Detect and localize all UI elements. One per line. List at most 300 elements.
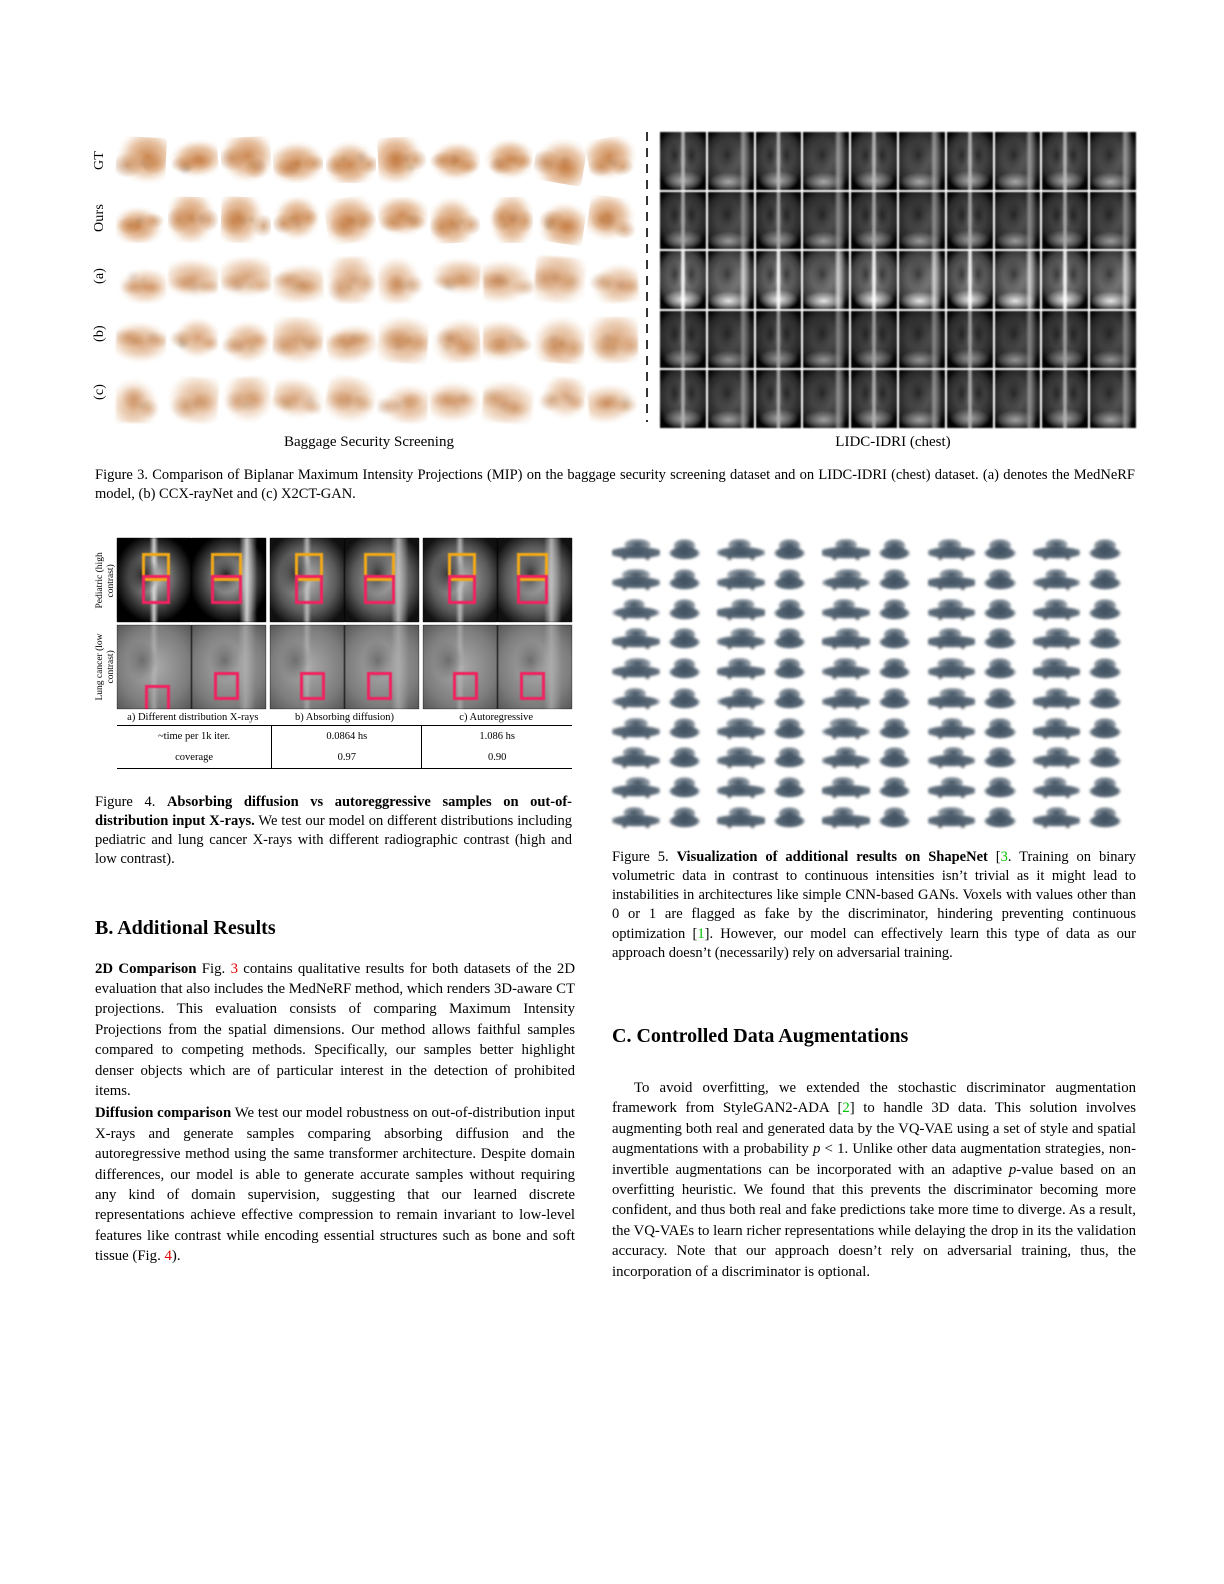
car-render-front-view bbox=[773, 718, 806, 740]
figure-4-row-label-lung-cancer: Lung cancer (low contrast) bbox=[95, 632, 116, 700]
baggage-mip-image bbox=[587, 317, 638, 364]
paragraph-2d-text: contains qualitative results for both datasets of the 2D evaluation that also includes the MedNeRF method, which renders 3D-aware CT projections. This evaluation consists of comparing Maximum Intensity Projections from the spatial dimensions. Our method allows faithful samples compared to competing methods. Specifically, our samples better highlight denser objects which are of particular interest in the detection of prohibited items. bbox=[95, 960, 576, 1100]
car-render-side-view bbox=[612, 599, 660, 621]
car-render-side-view bbox=[1033, 777, 1081, 799]
chest-xray-frontal bbox=[756, 132, 802, 190]
baggage-mip-image bbox=[220, 136, 272, 184]
car-render-side-view bbox=[928, 658, 976, 680]
car-render-side-view bbox=[1033, 747, 1081, 769]
figure-4-column bbox=[423, 538, 572, 709]
baggage-mip-image bbox=[220, 256, 271, 303]
figure-4-panel-grid bbox=[117, 538, 572, 709]
citation-link-2[interactable]: 2 bbox=[842, 1100, 850, 1117]
car-render-front-view bbox=[1088, 688, 1121, 710]
car-render-side-view bbox=[612, 688, 660, 710]
chest-xray-frontal bbox=[947, 370, 993, 428]
car-render-front-view bbox=[1088, 658, 1121, 680]
baggage-mip-image bbox=[321, 372, 380, 428]
baggage-mip-image bbox=[481, 255, 534, 304]
car-render-front-view bbox=[1088, 569, 1121, 591]
car-render-side-view bbox=[928, 718, 976, 740]
figure-3-row-label-c: (c) bbox=[92, 383, 107, 401]
chest-xray-frontal bbox=[947, 192, 993, 250]
chest-xray-lateral bbox=[995, 251, 1041, 309]
xray-frontal bbox=[117, 625, 191, 709]
chest-xray-lateral bbox=[1090, 251, 1136, 309]
baggage-mip-grid bbox=[112, 132, 638, 428]
car-render-side-view bbox=[928, 569, 976, 591]
baggage-mip-image bbox=[323, 194, 379, 246]
baggage-mip-image bbox=[429, 196, 481, 244]
shapenet-car-row bbox=[612, 595, 1136, 624]
left-text-column bbox=[95, 915, 575, 1269]
table-row bbox=[117, 747, 572, 768]
paragraph-2d-pre: Fig. bbox=[196, 960, 231, 977]
car-render-side-view bbox=[717, 658, 765, 680]
chest-xray-lateral bbox=[899, 132, 945, 190]
right-text-column bbox=[612, 1078, 1136, 1282]
car-render-side-view bbox=[1033, 539, 1081, 561]
paragraph-c-tail: -value based on an overfitting heuristic. We found that this prevents the discriminator becoming more confident, and thus both real and fake predictions take more time to diverge. As a result, the VQ-VAEs to learn richer representations while delaying the drop in its the validation accuracy. Note that our approach doesn’t rely on adversarial training, thus, the incorporation of a discriminator is optional. bbox=[612, 1161, 1136, 1280]
car-render-front-view bbox=[668, 658, 701, 680]
shapenet-car-row bbox=[612, 744, 1136, 773]
chest-xray-lateral bbox=[1090, 192, 1136, 250]
chest-xray-frontal bbox=[756, 192, 802, 250]
chest-xray-lateral bbox=[1090, 132, 1136, 190]
car-render-side-view bbox=[928, 747, 976, 769]
car-render-front-view bbox=[983, 807, 1016, 829]
figure-3-dataset-label-chest: LIDC-IDRI (chest) bbox=[835, 434, 951, 450]
car-render-side-view bbox=[822, 688, 870, 710]
car-render-side-view bbox=[1033, 718, 1081, 740]
shapenet-car-row bbox=[612, 714, 1136, 743]
metric-value-time-b: 0.0864 hs bbox=[272, 726, 422, 747]
xray-lateral bbox=[345, 538, 419, 622]
chest-xray-frontal bbox=[660, 132, 706, 190]
figure-5-caption-rest-1: . Training on binary volumetric data in contrast to continuous intensities isn’t trivial as it might lead to instabilities in architectures like simple CNN-based GANs. Voxels with values other than 0 or 1 are flagged as fake by the discriminator, hindering preventing continuous optimization [ bbox=[612, 849, 1137, 942]
car-render-side-view bbox=[612, 747, 660, 769]
metric-value-time-c: 1.086 hs bbox=[422, 726, 572, 747]
car-render-front-view bbox=[983, 539, 1016, 561]
car-render-side-view bbox=[717, 599, 765, 621]
car-render-front-view bbox=[1088, 718, 1121, 740]
metric-label-time: ~time per 1k iter. bbox=[158, 731, 231, 742]
annotation-box-pink bbox=[211, 575, 242, 605]
baggage-mip-image bbox=[115, 316, 167, 364]
baggage-mip-image bbox=[272, 316, 325, 364]
shapenet-car-row bbox=[612, 774, 1136, 803]
car-render-side-view bbox=[928, 807, 976, 829]
chest-row bbox=[660, 132, 1136, 190]
car-render-side-view bbox=[822, 777, 870, 799]
figure-3-caption bbox=[95, 466, 1135, 504]
lung-cancer-xray-pair bbox=[270, 625, 419, 709]
shapenet-car-row bbox=[612, 566, 1136, 595]
figure-4-column-label-b: b) Absorbing diffusion) bbox=[295, 712, 394, 723]
car-render-side-view bbox=[1033, 569, 1081, 591]
figure-4-caption bbox=[95, 793, 572, 870]
chest-xray-frontal bbox=[947, 132, 993, 190]
shapenet-car-row bbox=[612, 625, 1136, 654]
chest-row bbox=[660, 192, 1136, 250]
baggage-row bbox=[116, 312, 638, 368]
paragraph-diffusion-comparison bbox=[95, 1103, 575, 1266]
baggage-mip-image bbox=[483, 137, 534, 183]
chest-xray-frontal bbox=[756, 311, 802, 369]
baggage-mip-image bbox=[325, 256, 377, 303]
car-render-front-view bbox=[773, 539, 806, 561]
chest-xray-lateral bbox=[899, 370, 945, 428]
section-heading-b: B. Additional Results bbox=[95, 917, 276, 939]
baggage-mip-image bbox=[116, 257, 167, 303]
car-render-front-view bbox=[878, 539, 911, 561]
baggage-mip-image bbox=[585, 374, 640, 425]
chest-xray-lateral bbox=[803, 192, 849, 250]
car-render-front-view bbox=[878, 718, 911, 740]
figure-4-caption-rest: We test our model on different distributions including pediatric and lung cancer X-rays with different radiographic contrast (high and low contrast). bbox=[95, 813, 572, 868]
baggage-mip-image bbox=[220, 196, 272, 243]
chest-xray-lateral bbox=[803, 311, 849, 369]
xray-lateral bbox=[498, 625, 572, 709]
pediatric-xray-pair bbox=[270, 538, 419, 622]
baggage-mip-image bbox=[322, 313, 380, 367]
math-symbol-p-2: p bbox=[1008, 1161, 1017, 1178]
car-render-front-view bbox=[878, 777, 911, 799]
baggage-mip-image bbox=[168, 196, 220, 243]
car-render-side-view bbox=[1033, 658, 1081, 680]
baggage-row bbox=[116, 372, 638, 428]
chest-xray-lateral bbox=[899, 251, 945, 309]
paragraph-diffusion-text: We test our model robustness on out-of-distribution input X-rays and generate samples comparing absorbing diffusion and the autoregressive method using the same transformer architecture. Despite domain differences, our model is able to generate accurate samples without requiring any kind of domain supervision, suggesting that our learned discrete representations achieve effective compression to remain invariant to low-level features like contrast while encoding essential structures such as bone and soft tissue (Fig. bbox=[95, 1105, 575, 1265]
baggage-mip-image bbox=[377, 376, 430, 424]
car-render-front-view bbox=[668, 688, 701, 710]
baggage-mip-image bbox=[377, 136, 429, 184]
section-heading-c: C. Controlled Data Augmentations bbox=[612, 1025, 909, 1047]
car-render-side-view bbox=[717, 628, 765, 650]
baggage-mip-image bbox=[534, 315, 587, 364]
baggage-mip-image bbox=[585, 194, 641, 246]
chest-xray-frontal bbox=[660, 370, 706, 428]
baggage-mip-image bbox=[377, 315, 430, 364]
annotation-box-pink bbox=[364, 575, 395, 605]
car-render-front-view bbox=[1088, 777, 1121, 799]
xray-frontal bbox=[117, 538, 191, 622]
baggage-mip-image bbox=[167, 256, 220, 305]
car-render-front-view bbox=[1088, 599, 1121, 621]
figure-5-caption: Figure 5. Visualization of additional results on ShapeNet [3. Training on binary volumetric data in contrast to continuous intensities isn’t trivial as it might lead to instabilities in architectures like simple CNN-based GANs. Voxels with values other than 0 or 1 are flagged as fake by the discriminator, hindering preventing continuous optimization [1]. However, our model can effectively learn this type of data as our approach doesn’t (necessarily) rely on adversarial training. bbox=[612, 849, 1137, 961]
baggage-mip-image bbox=[377, 256, 429, 304]
baggage-mip-image bbox=[115, 136, 168, 184]
figure-3-caption-text: Comparison of Biplanar Maximum Intensity Projections (MIP) on the baggage security screening dataset and on LIDC-IDRI (chest) dataset. (a) denotes the MedNeRF model, (b) CCX-rayNet and (c) X2CT-GAN. bbox=[95, 467, 1135, 503]
car-render-side-view bbox=[822, 569, 870, 591]
car-render-front-view bbox=[983, 569, 1016, 591]
figure-3-row-label-b: (b) bbox=[92, 325, 107, 343]
annotation-box-pink bbox=[142, 575, 170, 605]
chest-xray-frontal bbox=[1042, 251, 1088, 309]
car-render-front-view bbox=[668, 539, 701, 561]
chest-xray-lateral bbox=[708, 192, 754, 250]
car-render-side-view bbox=[822, 599, 870, 621]
paragraph-2d-comparison bbox=[95, 959, 575, 1102]
baggage-mip-image bbox=[269, 373, 327, 428]
chest-xray-lateral bbox=[708, 251, 754, 309]
baggage-mip-image bbox=[378, 197, 429, 244]
chest-xray-frontal bbox=[1042, 132, 1088, 190]
citation-link-3[interactable]: 3 bbox=[1000, 849, 1008, 865]
chest-xray-lateral bbox=[899, 192, 945, 250]
shapenet-car-row bbox=[612, 536, 1136, 565]
car-render-front-view bbox=[773, 658, 806, 680]
chest-xray-frontal bbox=[660, 251, 706, 309]
car-render-front-view bbox=[773, 569, 806, 591]
shapenet-car-grid bbox=[612, 536, 1136, 832]
car-render-front-view bbox=[773, 628, 806, 650]
lung-cancer-xray-pair bbox=[423, 625, 572, 709]
figure-4-row-label-pediatric: Pediatric (high contrast) bbox=[95, 552, 116, 609]
car-render-side-view bbox=[717, 777, 765, 799]
chest-xray-frontal bbox=[851, 192, 897, 250]
chest-xray-frontal bbox=[947, 311, 993, 369]
pediatric-xray-pair bbox=[117, 538, 266, 622]
car-render-front-view bbox=[773, 599, 806, 621]
chest-xray-lateral bbox=[803, 132, 849, 190]
chest-xray-frontal bbox=[947, 251, 993, 309]
xray-lateral bbox=[192, 538, 266, 622]
baggage-row bbox=[116, 132, 638, 188]
car-render-front-view bbox=[1088, 628, 1121, 650]
figure-3-caption-prefix: Figure 3. bbox=[95, 467, 148, 483]
baggage-mip-image bbox=[325, 137, 376, 184]
baggage-mip-image bbox=[481, 375, 534, 424]
figure-ref-3[interactable]: 3 bbox=[230, 960, 238, 977]
car-render-side-view bbox=[1033, 628, 1081, 650]
metric-value-coverage-b: 0.97 bbox=[272, 747, 422, 768]
car-render-side-view bbox=[928, 539, 976, 561]
baggage-mip-image bbox=[532, 133, 589, 187]
figure-4-column-labels bbox=[95, 712, 572, 723]
pediatric-xray-pair bbox=[423, 538, 572, 622]
car-render-side-view bbox=[612, 628, 660, 650]
chest-xray-frontal bbox=[756, 251, 802, 309]
figure-4-column bbox=[270, 538, 419, 709]
car-render-side-view bbox=[717, 747, 765, 769]
chest-xray-lateral bbox=[708, 132, 754, 190]
metric-label-coverage: coverage bbox=[175, 752, 214, 763]
car-render-front-view bbox=[668, 777, 701, 799]
xray-frontal bbox=[423, 625, 497, 709]
chest-xray-lateral bbox=[708, 370, 754, 428]
car-render-front-view bbox=[878, 807, 911, 829]
chest-xray-frontal bbox=[660, 192, 706, 250]
car-render-front-view bbox=[773, 747, 806, 769]
car-render-side-view bbox=[928, 777, 976, 799]
car-render-side-view bbox=[822, 539, 870, 561]
car-render-front-view bbox=[878, 688, 911, 710]
baggage-mip-image bbox=[483, 197, 534, 244]
figure-3-dataset-label-baggage: Baggage Security Screening bbox=[284, 434, 454, 450]
chest-xray-lateral bbox=[899, 311, 945, 369]
xray-frontal bbox=[270, 538, 344, 622]
baggage-mip-image bbox=[429, 255, 482, 304]
paragraph-runin-diffusion-comparison: Diffusion comparison bbox=[95, 1105, 232, 1122]
lung-cancer-xray-pair bbox=[117, 625, 266, 709]
baggage-row bbox=[116, 192, 638, 248]
chest-mip-grid bbox=[660, 132, 1136, 428]
car-render-side-view bbox=[822, 628, 870, 650]
car-render-front-view bbox=[773, 807, 806, 829]
chest-xray-lateral bbox=[995, 132, 1041, 190]
chest-xray-lateral bbox=[1090, 311, 1136, 369]
car-render-front-view bbox=[668, 628, 701, 650]
car-render-front-view bbox=[983, 599, 1016, 621]
baggage-mip-image bbox=[429, 136, 481, 184]
baggage-mip-image bbox=[534, 255, 587, 304]
car-render-front-view bbox=[983, 747, 1016, 769]
car-render-front-view bbox=[878, 628, 911, 650]
annotation-box-pink bbox=[295, 575, 323, 605]
baggage-mip-image bbox=[167, 375, 220, 424]
shapenet-car-row bbox=[612, 803, 1136, 832]
figure-3 bbox=[88, 132, 1136, 462]
shapenet-car-row bbox=[612, 655, 1136, 684]
shapenet-car-row bbox=[612, 685, 1136, 714]
xray-frontal bbox=[270, 625, 344, 709]
paragraph-controlled-augmentations bbox=[612, 1078, 1136, 1282]
chest-xray-lateral bbox=[995, 311, 1041, 369]
baggage-mip-image bbox=[430, 376, 482, 423]
baggage-mip-image bbox=[272, 256, 325, 305]
figure-3-baggage-panel bbox=[88, 132, 638, 428]
citation-link-1[interactable]: 1 bbox=[697, 925, 705, 942]
car-render-front-view bbox=[878, 599, 911, 621]
chest-xray-lateral bbox=[995, 370, 1041, 428]
figure-3-row-label-ours: Ours bbox=[92, 203, 107, 233]
chest-xray-frontal bbox=[756, 370, 802, 428]
baggage-mip-image bbox=[220, 316, 272, 363]
baggage-mip-image bbox=[116, 196, 167, 243]
figure-4-column bbox=[117, 538, 266, 709]
chest-row bbox=[660, 251, 1136, 309]
baggage-mip-image bbox=[429, 316, 482, 364]
chest-xray-lateral bbox=[803, 251, 849, 309]
car-render-side-view bbox=[612, 539, 660, 561]
baggage-mip-image bbox=[270, 194, 326, 246]
baggage-mip-image bbox=[168, 316, 220, 364]
math-symbol-p-1: p bbox=[812, 1141, 821, 1158]
paragraph-runin-2d-comparison: 2D Comparison bbox=[95, 960, 197, 977]
car-render-front-view bbox=[1088, 539, 1121, 561]
chest-xray-lateral bbox=[1090, 370, 1136, 428]
figure-ref-4[interactable]: 4 bbox=[164, 1248, 172, 1265]
figure-3-row-labels bbox=[88, 132, 112, 428]
figure-4-caption-bold: Absorbing diffusion vs autoreggressive samples on out-of-distribution input X-rays. bbox=[95, 794, 572, 830]
figure-5-caption-rest-2: ]. However, our model can effectively learn this type of data as our approach doesn’t (necessarily) rely on adversarial training. bbox=[612, 925, 1136, 961]
car-render-front-view bbox=[1088, 747, 1121, 769]
car-render-side-view bbox=[612, 718, 660, 740]
baggage-mip-image bbox=[220, 376, 272, 424]
figure-4-row-labels bbox=[95, 538, 117, 709]
car-render-side-view bbox=[717, 688, 765, 710]
annotation-box-pink bbox=[453, 672, 478, 700]
car-render-front-view bbox=[668, 599, 701, 621]
baggage-mip-image bbox=[482, 316, 534, 364]
car-render-front-view bbox=[773, 777, 806, 799]
table-row bbox=[117, 726, 572, 747]
chest-xray-lateral bbox=[995, 192, 1041, 250]
car-render-side-view bbox=[1033, 807, 1081, 829]
figure-4-column-label-c: c) Autoregressive bbox=[459, 712, 534, 723]
car-render-front-view bbox=[983, 658, 1016, 680]
car-render-front-view bbox=[878, 658, 911, 680]
car-render-front-view bbox=[668, 807, 701, 829]
chest-xray-frontal bbox=[851, 370, 897, 428]
chest-xray-frontal bbox=[1042, 370, 1088, 428]
paragraph-c-mid-1: ] to handle 3D data. This solution involves augmenting both real and generated data by the VQ-VAE using a set of style and spatial augmentations with a probability bbox=[612, 1100, 1136, 1158]
car-render-front-view bbox=[668, 569, 701, 591]
car-render-side-view bbox=[822, 658, 870, 680]
car-render-front-view bbox=[878, 569, 911, 591]
car-render-front-view bbox=[983, 718, 1016, 740]
baggage-mip-image bbox=[532, 193, 589, 246]
annotation-box-pink bbox=[300, 672, 325, 700]
car-render-side-view bbox=[822, 747, 870, 769]
car-render-side-view bbox=[717, 539, 765, 561]
figure-4-column-label-a: a) Different distribution X-rays bbox=[127, 712, 259, 723]
chest-xray-lateral bbox=[803, 370, 849, 428]
figure-5-caption-bold: Visualization of additional results on ShapeNet bbox=[676, 849, 988, 865]
figure-3-row-label-gt: GT bbox=[92, 150, 107, 170]
baggage-row bbox=[116, 252, 638, 308]
car-render-front-view bbox=[983, 777, 1016, 799]
xray-lateral bbox=[345, 625, 419, 709]
car-render-front-view bbox=[878, 747, 911, 769]
baggage-mip-image bbox=[115, 376, 167, 423]
car-render-front-view bbox=[773, 688, 806, 710]
car-render-side-view bbox=[612, 777, 660, 799]
car-render-front-view bbox=[668, 718, 701, 740]
car-render-side-view bbox=[717, 807, 765, 829]
annotation-box-pink bbox=[517, 575, 548, 605]
chest-xray-frontal bbox=[1042, 311, 1088, 369]
chest-row bbox=[660, 311, 1136, 369]
car-render-front-view bbox=[983, 688, 1016, 710]
chest-xray-lateral bbox=[708, 311, 754, 369]
car-render-side-view bbox=[612, 807, 660, 829]
car-render-side-view bbox=[928, 688, 976, 710]
chest-xray-frontal bbox=[851, 251, 897, 309]
car-render-side-view bbox=[822, 807, 870, 829]
figure-4 bbox=[95, 538, 572, 769]
paragraph-diffusion-tail: ). bbox=[171, 1248, 181, 1265]
car-render-side-view bbox=[717, 569, 765, 591]
car-render-front-view bbox=[1088, 807, 1121, 829]
baggage-mip-image bbox=[584, 133, 641, 187]
figure-3-row-label-a: (a) bbox=[92, 267, 107, 285]
annotation-box-pink bbox=[214, 672, 239, 700]
figure-3-dashed-divider bbox=[646, 132, 648, 422]
car-render-side-view bbox=[717, 718, 765, 740]
car-render-front-view bbox=[668, 747, 701, 769]
car-render-side-view bbox=[612, 658, 660, 680]
figure-4-metrics-table bbox=[117, 725, 572, 769]
annotation-box-pink bbox=[448, 575, 476, 605]
car-render-side-view bbox=[928, 599, 976, 621]
xray-lateral bbox=[192, 625, 266, 709]
baggage-mip-image bbox=[167, 135, 220, 184]
annotation-box-pink bbox=[520, 672, 545, 700]
car-render-side-view bbox=[928, 628, 976, 650]
chest-xray-frontal bbox=[851, 311, 897, 369]
